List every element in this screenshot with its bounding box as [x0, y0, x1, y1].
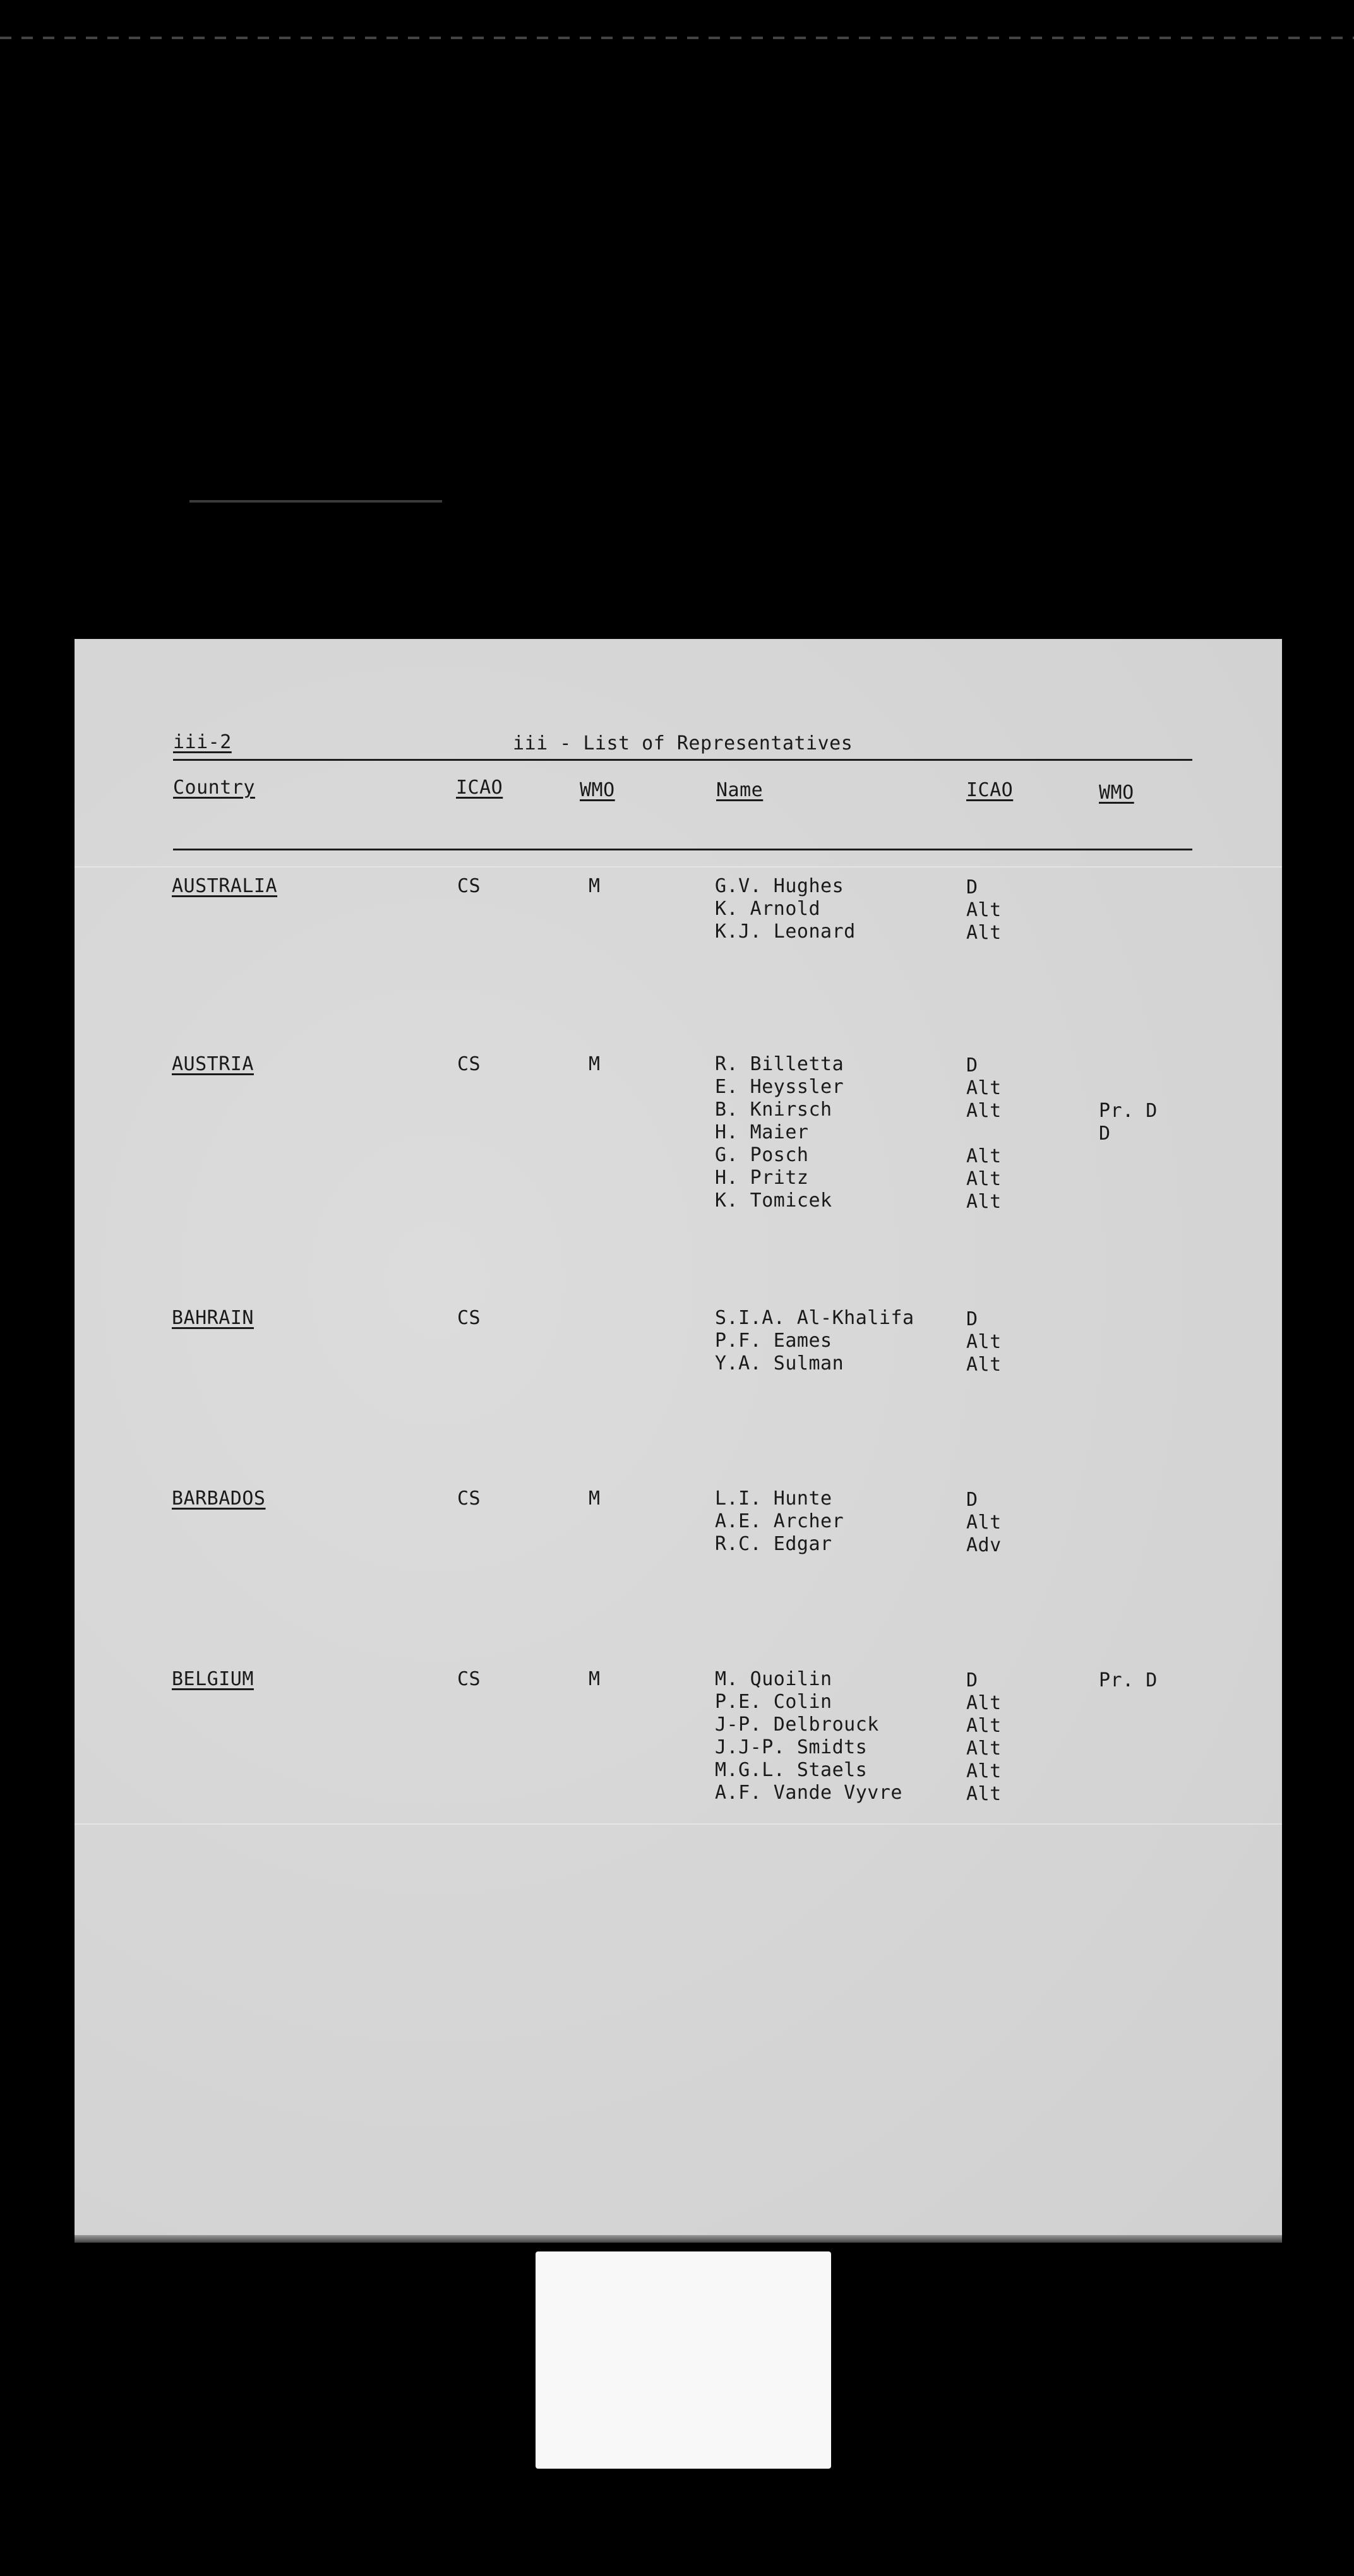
- representative-icao-role: Alt: [966, 1512, 1002, 1534]
- representative-icao-role: Alt: [966, 1145, 1002, 1167]
- column-header-wmo: WMO: [580, 779, 615, 801]
- column-header-rule: [173, 849, 1192, 850]
- header-rule: [173, 759, 1192, 761]
- representative-name: R.C. Edgar: [715, 1533, 832, 1555]
- representative-name: L.I. Hunte: [715, 1488, 832, 1510]
- representative-name: M. Quoilin: [715, 1668, 832, 1690]
- representative-name: J.J-P. Smidts: [715, 1736, 868, 1758]
- representative-icao-role: D: [966, 1308, 978, 1330]
- representative-icao-role: Alt: [966, 1692, 1002, 1714]
- blank-slip: [536, 2251, 831, 2469]
- representative-icao-role: D: [966, 876, 978, 898]
- country-wmo-status: M: [589, 1668, 601, 1690]
- country-wmo-status: M: [589, 1053, 601, 1075]
- document-page: [75, 639, 1282, 2243]
- country-icao-status: CS: [457, 1668, 481, 1690]
- representative-name: J-P. Delbrouck: [715, 1714, 879, 1736]
- country-name: AUSTRALIA: [172, 875, 278, 897]
- column-header-country: Country: [173, 777, 255, 799]
- representative-name: Y.A. Sulman: [715, 1352, 844, 1374]
- country-name: BARBADOS: [172, 1488, 266, 1510]
- column-header-name: Name: [716, 779, 764, 801]
- representative-icao-role: Alt: [966, 1715, 1002, 1737]
- representative-name: G.V. Hughes: [715, 875, 844, 897]
- country-wmo-status: M: [589, 875, 601, 897]
- representative-name: K. Arnold: [715, 898, 821, 920]
- country-wmo-status: M: [589, 1488, 601, 1510]
- representative-name: P.F. Eames: [715, 1330, 832, 1352]
- representative-icao-role: Alt: [966, 922, 1002, 944]
- representative-icao-role: Alt: [966, 1077, 1002, 1099]
- representative-icao-role: Alt: [966, 1783, 1002, 1805]
- country-icao-status: CS: [457, 875, 481, 897]
- representative-icao-role: Alt: [966, 1738, 1002, 1760]
- representative-icao-role: Alt: [966, 899, 1002, 921]
- film-edge-strip: [0, 37, 1354, 39]
- representative-name: H. Maier: [715, 1121, 809, 1143]
- representative-icao-role: D: [966, 1669, 978, 1691]
- representative-icao-role: D: [966, 1054, 978, 1076]
- representative-name: G. Posch: [715, 1144, 809, 1166]
- country-name: AUSTRIA: [172, 1053, 254, 1075]
- representative-name: H. Pritz: [715, 1167, 809, 1189]
- representative-name: K.J. Leonard: [715, 921, 856, 943]
- representative-wmo-role: Pr. D: [1099, 1669, 1158, 1691]
- representative-name: K. Tomicek: [715, 1190, 832, 1212]
- representative-wmo-role: D: [1099, 1123, 1111, 1145]
- country-icao-status: CS: [457, 1053, 481, 1075]
- representative-icao-role: Alt: [966, 1100, 1002, 1122]
- representative-wmo-role: Pr. D: [1099, 1100, 1158, 1122]
- country-icao-status: CS: [457, 1307, 481, 1329]
- column-header-icao: ICAO: [456, 777, 503, 799]
- representative-name: B. Knirsch: [715, 1099, 832, 1121]
- film-edge-mark: [189, 500, 442, 503]
- representative-icao-role: Adv: [966, 1534, 1002, 1556]
- page-number: iii-2: [173, 731, 232, 753]
- column-header-rep-wmo: WMO: [1099, 782, 1134, 804]
- representative-icao-role: Alt: [966, 1760, 1002, 1782]
- representative-name: R. Billetta: [715, 1053, 844, 1075]
- representative-icao-role: Alt: [966, 1168, 1002, 1190]
- representative-name: P.E. Colin: [715, 1691, 832, 1713]
- column-header-rep-icao: ICAO: [966, 779, 1014, 801]
- representative-icao-role: D: [966, 1489, 978, 1511]
- representative-icao-role: Alt: [966, 1191, 1002, 1213]
- scan-line: [75, 866, 1282, 868]
- representative-icao-role: Alt: [966, 1354, 1002, 1376]
- page-title: iii - List of Representatives: [513, 732, 853, 754]
- representative-name: M.G.L. Staels: [715, 1759, 868, 1781]
- country-name: BELGIUM: [172, 1668, 254, 1690]
- country-icao-status: CS: [457, 1488, 481, 1510]
- country-name: BAHRAIN: [172, 1307, 254, 1329]
- scan-line: [75, 1823, 1282, 1825]
- representative-name: S.I.A. Al-Khalifa: [715, 1307, 914, 1329]
- representative-icao-role: Alt: [966, 1331, 1002, 1353]
- page-bottom-edge: [75, 2235, 1282, 2243]
- representative-name: E. Heyssler: [715, 1076, 844, 1098]
- representative-name: A.F. Vande Vyvre: [715, 1782, 902, 1804]
- representative-name: A.E. Archer: [715, 1510, 844, 1532]
